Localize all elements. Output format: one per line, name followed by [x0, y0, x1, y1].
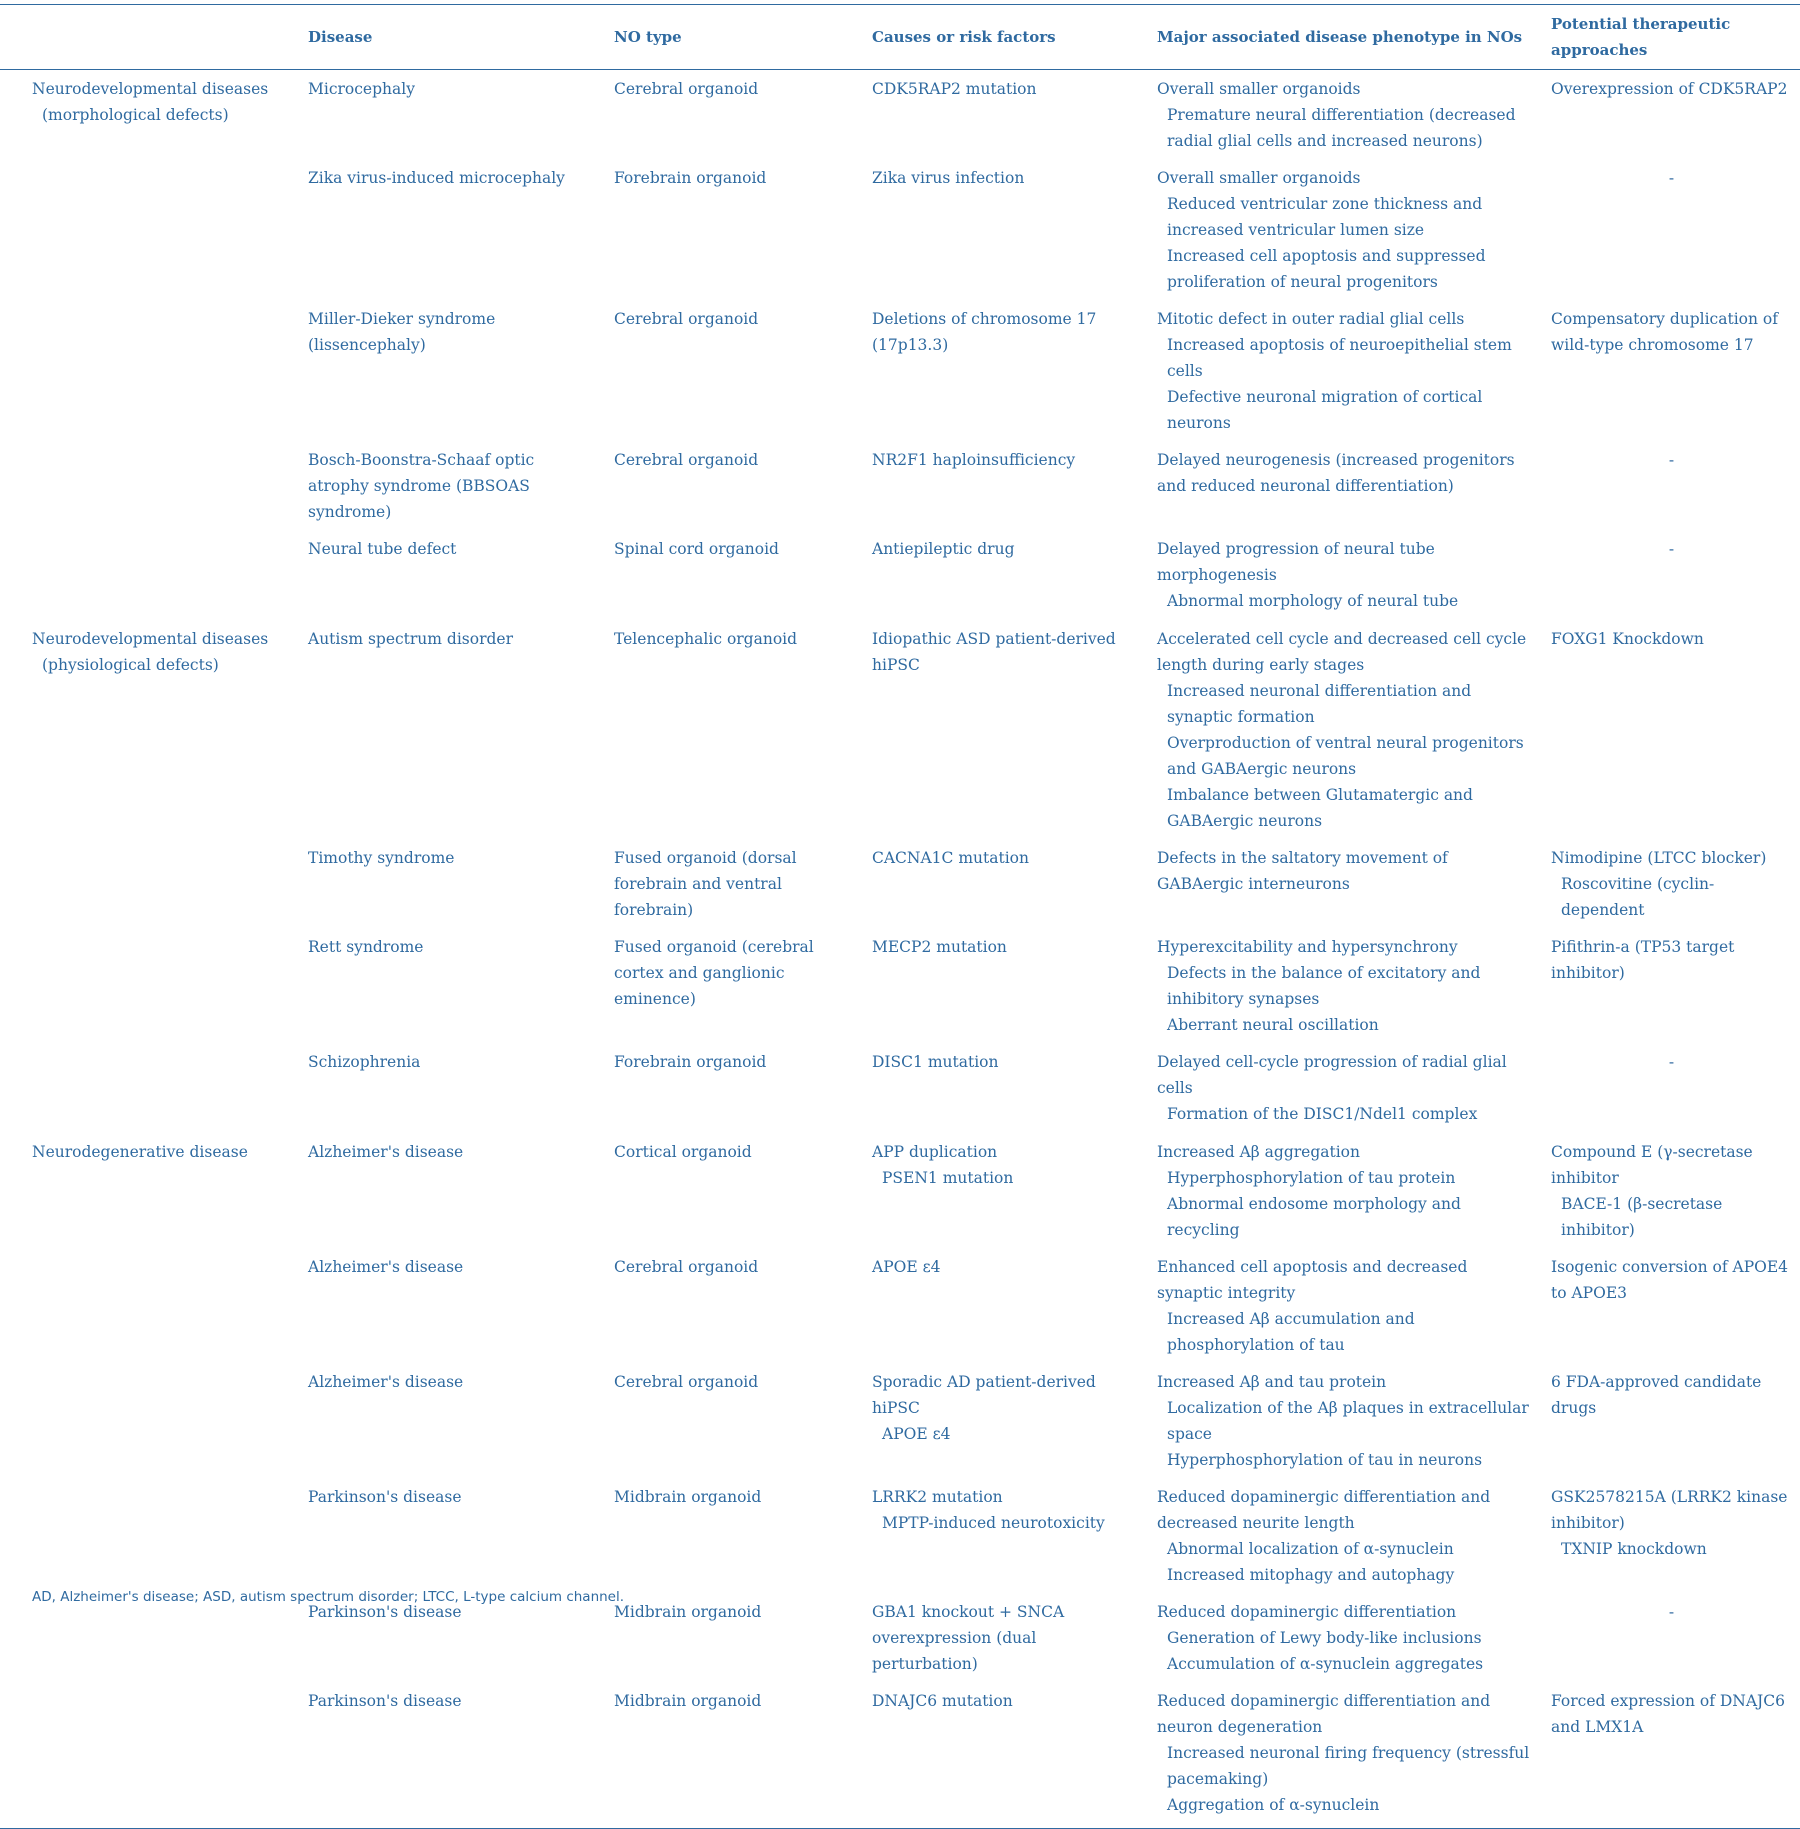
therapy-line: BACE-1 (β-secretase inhibitor): [1561, 1195, 1723, 1239]
phenotype-line: Increased apoptosis of neuroepithelial stem cells: [1167, 336, 1512, 380]
no-type-line: Cerebral organoid: [614, 1258, 759, 1276]
phenotype-line: Increased Aβ aggregation: [1157, 1143, 1360, 1161]
phenotype-cell: [1145, 1594, 1539, 1683]
phenotype-line: Imbalance between Glutamatergic and GABAergic neurons: [1167, 786, 1473, 830]
therapy-cell: [1539, 70, 1800, 161]
disease-line: Parkinson's disease: [308, 1692, 462, 1710]
phenotype-line: Overall smaller organoids: [1157, 169, 1361, 187]
causes-cell: [860, 1594, 1145, 1683]
phenotype-line: Increased neuronal firing frequency (stressful pacemaking): [1167, 1744, 1530, 1788]
disease-cell: [296, 1479, 602, 1594]
category-cell: [0, 1044, 296, 1133]
phenotype-line: Formation of the DISC1/Ndel1 complex: [1167, 1105, 1478, 1123]
no-type-line: Cerebral organoid: [614, 1373, 759, 1391]
phenotype-cell: [1145, 1044, 1539, 1133]
phenotype-line: Reduced ventricular zone thickness and increased ventricular lumen size: [1167, 195, 1483, 239]
category-cell: [0, 301, 296, 442]
therapy-line: -: [1668, 1053, 1675, 1071]
no-type-line: Midbrain organoid: [614, 1488, 762, 1506]
table-row: [0, 929, 1800, 1044]
therapy-line: Compensatory duplication of wild-type chromosome 17: [1551, 310, 1778, 354]
causes-cell: [860, 620, 1145, 840]
table-row: [0, 442, 1800, 531]
no-type-line: Midbrain organoid: [614, 1603, 762, 1621]
table-row: [0, 70, 1800, 161]
causes-line: MECP2 mutation: [872, 938, 1007, 956]
table-row: [0, 1683, 1800, 1829]
disease-line: Autism spectrum disorder: [308, 630, 513, 648]
causes-line: Deletions of chromosome 17 (17p13.3): [872, 310, 1097, 354]
therapy-line: 6 FDA-approved candidate drugs: [1551, 1373, 1762, 1417]
phenotype-line: Abnormal endosome morphology and recycling: [1167, 1195, 1461, 1239]
causes-cell: [860, 160, 1145, 301]
phenotype-line: Enhanced cell apoptosis and decreased synaptic integrity: [1157, 1258, 1468, 1302]
phenotype-line: Hyperexcitability and hypersynchrony: [1157, 938, 1458, 956]
causes-line: Idiopathic ASD patient-derived hiPSC: [872, 630, 1116, 674]
phenotype-line: Increased neuronal differentiation and synaptic formation: [1167, 682, 1472, 726]
causes-cell: [860, 929, 1145, 1044]
therapy-cell: [1539, 620, 1800, 840]
therapy-cell: [1539, 1364, 1800, 1479]
phenotype-line: Abnormal localization of α-synuclein: [1167, 1540, 1454, 1558]
therapy-line: FOXG1 Knockdown: [1551, 630, 1704, 648]
disease-cell: [296, 1044, 602, 1133]
causes-line: DISC1 mutation: [872, 1053, 999, 1071]
disease-line: Neural tube defect: [308, 540, 457, 558]
table-row: [0, 1133, 1800, 1249]
therapy-cell: [1539, 929, 1800, 1044]
phenotype-line: Generation of Lewy body-like inclusions: [1167, 1629, 1482, 1647]
causes-cell: [860, 70, 1145, 161]
disease-cell: [296, 442, 602, 531]
no-type-line: Spinal cord organoid: [614, 540, 779, 558]
causes-line: APOE ε4: [882, 1425, 951, 1443]
causes-line: CACNA1C mutation: [872, 849, 1029, 867]
disease-cell: [296, 620, 602, 840]
category-line: Neurodevelopmental diseases: [32, 630, 269, 648]
therapy-line: Isogenic conversion of APOE4 to APOE3: [1551, 1258, 1789, 1302]
therapy-line: Compound E (γ-secretase inhibitor: [1551, 1143, 1753, 1187]
category-cell: [0, 1683, 296, 1829]
phenotype-line: Overall smaller organoids: [1157, 80, 1361, 98]
causes-cell: [860, 1364, 1145, 1479]
causes-line: Antiepileptic drug: [872, 540, 1015, 558]
disease-line: Alzheimer's disease: [308, 1373, 464, 1391]
causes-cell: [860, 442, 1145, 531]
table-header: [0, 5, 1800, 70]
table-row: [0, 160, 1800, 301]
table-row: [0, 1249, 1800, 1364]
phenotype-cell: [1145, 1364, 1539, 1479]
table-row: [0, 1364, 1800, 1479]
phenotype-line: Abnormal morphology of neural tube: [1167, 592, 1459, 610]
table-row: [0, 531, 1800, 620]
therapy-line: Nimodipine (LTCC blocker): [1551, 849, 1767, 867]
phenotype-line: Defects in the balance of excitatory and inhibitory synapses: [1167, 964, 1481, 1008]
therapy-cell: [1539, 840, 1800, 929]
no-type-line: Cerebral organoid: [614, 451, 759, 469]
causes-cell: [860, 531, 1145, 620]
therapy-line: -: [1668, 540, 1675, 558]
table-body: [0, 70, 1800, 1829]
no-type-cell: [602, 301, 860, 442]
no-type-cell: [602, 1249, 860, 1364]
causes-line: APOE ε4: [872, 1258, 941, 1276]
therapy-line: Pifithrin-a (TP53 target inhibitor): [1551, 938, 1735, 982]
category-line: (morphological defects): [42, 106, 229, 124]
phenotype-cell: [1145, 442, 1539, 531]
no-type-cell: [602, 1044, 860, 1133]
phenotype-cell: [1145, 1133, 1539, 1249]
therapy-line: -: [1668, 451, 1675, 469]
disease-cell: [296, 1683, 602, 1829]
phenotype-cell: [1145, 301, 1539, 442]
header-row: [0, 5, 1800, 70]
no-type-cell: [602, 160, 860, 301]
phenotype-line: Premature neural differentiation (decreased radial glial cells and increased neurons): [1167, 106, 1516, 150]
phenotype-line: Reduced dopaminergic differentiation and neuron degeneration: [1157, 1692, 1491, 1736]
disease-line: Bosch-Boonstra-Schaaf optic atrophy syndrome (BBSOAS syndrome): [308, 451, 535, 521]
category-cell: [0, 840, 296, 929]
causes-line: PSEN1 mutation: [882, 1169, 1014, 1187]
therapy-cell: [1539, 1044, 1800, 1133]
phenotype-cell: [1145, 70, 1539, 161]
causes-cell: [860, 1683, 1145, 1829]
phenotype-cell: [1145, 620, 1539, 840]
category-line: (physiological defects): [42, 656, 219, 674]
therapy-line: TXNIP knockdown: [1561, 1540, 1707, 1558]
disease-line: Miller-Dieker syndrome (lissencephaly): [308, 310, 496, 354]
no-type-line: Cortical organoid: [614, 1143, 752, 1161]
disease-line: Parkinson's disease: [308, 1603, 462, 1621]
phenotype-line: Delayed progression of neural tube morphogenesis: [1157, 540, 1435, 584]
header-category: [0, 5, 296, 70]
disease-cell: [296, 1133, 602, 1249]
no-type-line: Fused organoid (cerebral cortex and ganglionic eminence): [614, 938, 814, 1008]
therapy-line: GSK2578215A (LRRK2 kinase inhibitor): [1551, 1488, 1788, 1532]
causes-line: Zika virus infection: [872, 169, 1025, 187]
category-cell: [0, 1364, 296, 1479]
disease-cell: [296, 1249, 602, 1364]
causes-line: MPTP-induced neurotoxicity: [882, 1514, 1105, 1532]
therapy-cell: [1539, 442, 1800, 531]
disease-line: Alzheimer's disease: [308, 1258, 464, 1276]
category-cell: [0, 1594, 296, 1683]
phenotype-line: Delayed neurogenesis (increased progenitors and reduced neuronal differentiation): [1157, 451, 1515, 495]
phenotype-line: Defects in the saltatory movement of GABAergic interneurons: [1157, 849, 1448, 893]
causes-cell: [860, 1133, 1145, 1249]
therapy-cell: [1539, 1594, 1800, 1683]
phenotype-cell: [1145, 1249, 1539, 1364]
phenotype-line: Hyperphosphorylation of tau in neurons: [1167, 1451, 1483, 1469]
table-row: [0, 1594, 1800, 1683]
table-footnote: AD, Alzheimer's disease; ASD, autism spectrum disorder; LTCC, L-type calcium channel.: [32, 1589, 625, 1605]
no-type-cell: [602, 1364, 860, 1479]
category-cell: [0, 620, 296, 840]
disease-line: Alzheimer's disease: [308, 1143, 464, 1161]
phenotype-line: Hyperphosphorylation of tau protein: [1167, 1169, 1456, 1187]
disease-cell: [296, 531, 602, 620]
disease-line: Schizophrenia: [308, 1053, 421, 1071]
phenotype-cell: [1145, 840, 1539, 929]
therapy-cell: [1539, 531, 1800, 620]
therapy-cell: [1539, 1249, 1800, 1364]
phenotype-line: Overproduction of ventral neural progenitors and GABAergic neurons: [1167, 734, 1524, 778]
therapy-line: -: [1668, 169, 1675, 187]
table-row: [0, 301, 1800, 442]
causes-line: NR2F1 haploinsufficiency: [872, 451, 1076, 469]
phenotype-line: Increased Aβ accumulation and phosphorylation of tau: [1167, 1310, 1415, 1354]
category-cell: [0, 442, 296, 531]
phenotype-cell: [1145, 1683, 1539, 1829]
table-row: [0, 620, 1800, 840]
therapy-line: -: [1668, 1603, 1675, 1621]
phenotype-line: Reduced dopaminergic differentiation: [1157, 1603, 1457, 1621]
no-type-cell: [602, 1479, 860, 1594]
phenotype-line: Accumulation of α-synuclein aggregates: [1167, 1655, 1484, 1673]
therapy-cell: [1539, 1683, 1800, 1829]
disease-cell: [296, 840, 602, 929]
disease-line: Zika virus-induced microcephaly: [308, 169, 565, 187]
phenotype-line: Aggregation of α-synuclein: [1167, 1796, 1380, 1814]
phenotype-line: Increased mitophagy and autophagy: [1167, 1566, 1455, 1584]
phenotype-line: Delayed cell-cycle progression of radial glial cells: [1157, 1053, 1507, 1097]
causes-line: APP duplication: [872, 1143, 998, 1161]
header-disease: Disease: [308, 28, 373, 46]
disease-cell: [296, 70, 602, 161]
therapy-cell: [1539, 301, 1800, 442]
no-type-cell: [602, 840, 860, 929]
causes-line: DNAJC6 mutation: [872, 1692, 1013, 1710]
category-line: Neurodegenerative disease: [32, 1143, 248, 1161]
causes-line: GBA1 knockout + SNCA overexpression (dual perturbation): [872, 1603, 1065, 1673]
no-type-line: Midbrain organoid: [614, 1692, 762, 1710]
phenotype-cell: [1145, 929, 1539, 1044]
no-type-cell: [602, 442, 860, 531]
no-type-line: Cerebral organoid: [614, 80, 759, 98]
table-row: [0, 840, 1800, 929]
no-type-cell: [602, 1133, 860, 1249]
causes-cell: [860, 840, 1145, 929]
no-type-cell: [602, 531, 860, 620]
phenotype-line: Aberrant neural oscillation: [1167, 1016, 1379, 1034]
phenotype-cell: [1145, 1479, 1539, 1594]
no-type-cell: [602, 620, 860, 840]
causes-line: Sporadic AD patient-derived hiPSC: [872, 1373, 1096, 1417]
causes-cell: [860, 1249, 1145, 1364]
category-cell: [0, 531, 296, 620]
phenotype-line: Defective neuronal migration of cortical neurons: [1167, 388, 1483, 432]
phenotype-line: Reduced dopaminergic differentiation and decreased neurite length: [1157, 1488, 1491, 1532]
therapy-line: Forced expression of DNAJC6 and LMX1A: [1551, 1692, 1785, 1736]
therapy-line: Overexpression of CDK5RAP2: [1551, 80, 1788, 98]
disease-cell: [296, 1364, 602, 1479]
header-causes: Causes or risk factors: [872, 28, 1056, 46]
no-type-cell: [602, 70, 860, 161]
no-type-line: Forebrain organoid: [614, 169, 767, 187]
header-phenotype: Major associated disease phenotype in NOs: [1157, 28, 1523, 46]
disease-line: Rett syndrome: [308, 938, 424, 956]
table-row: [0, 1044, 1800, 1133]
no-type-cell: [602, 1683, 860, 1829]
disease-cell: [296, 160, 602, 301]
disease-cell: [296, 301, 602, 442]
disease-cell: [296, 1594, 602, 1683]
disease-line: Timothy syndrome: [308, 849, 455, 867]
category-cell: [0, 1479, 296, 1594]
phenotype-line: Localization of the Aβ plaques in extracellular space: [1167, 1399, 1529, 1443]
phenotype-cell: [1145, 160, 1539, 301]
disease-line: Microcephaly: [308, 80, 415, 98]
causes-line: CDK5RAP2 mutation: [872, 80, 1037, 98]
header-no-type: NO type: [614, 28, 682, 46]
causes-cell: [860, 301, 1145, 442]
causes-line: LRRK2 mutation: [872, 1488, 1003, 1506]
category-cell: [0, 160, 296, 301]
phenotype-cell: [1145, 531, 1539, 620]
category-cell: [0, 70, 296, 161]
disease-cell: [296, 929, 602, 1044]
no-type-line: Forebrain organoid: [614, 1053, 767, 1071]
phenotype-line: Accelerated cell cycle and decreased cell cycle length during early stages: [1157, 630, 1527, 674]
phenotype-line: Mitotic defect in outer radial glial cells: [1157, 310, 1465, 328]
therapy-cell: [1539, 160, 1800, 301]
no-type-cell: [602, 1594, 860, 1683]
no-type-line: Fused organoid (dorsal forebrain and ventral forebrain): [614, 849, 797, 919]
category-cell: [0, 929, 296, 1044]
table-row: [0, 1479, 1800, 1594]
causes-cell: [860, 1479, 1145, 1594]
therapy-cell: [1539, 1133, 1800, 1249]
category-line: Neurodevelopmental diseases: [32, 80, 269, 98]
no-type-line: Telencephalic organoid: [614, 630, 798, 648]
header-therapy: Potential therapeutic approaches: [1551, 15, 1731, 59]
phenotype-line: Increased Aβ and tau protein: [1157, 1373, 1387, 1391]
no-type-line: Cerebral organoid: [614, 310, 759, 328]
therapy-cell: [1539, 1479, 1800, 1594]
disease-line: Parkinson's disease: [308, 1488, 462, 1506]
disease-table: [0, 4, 1800, 1829]
therapy-line: Roscovitine (cyclin-dependent: [1561, 875, 1715, 919]
causes-cell: [860, 1044, 1145, 1133]
category-cell: [0, 1249, 296, 1364]
no-type-cell: [602, 929, 860, 1044]
category-cell: [0, 1133, 296, 1249]
phenotype-line: Increased cell apoptosis and suppressed proliferation of neural progenitors: [1167, 247, 1486, 291]
